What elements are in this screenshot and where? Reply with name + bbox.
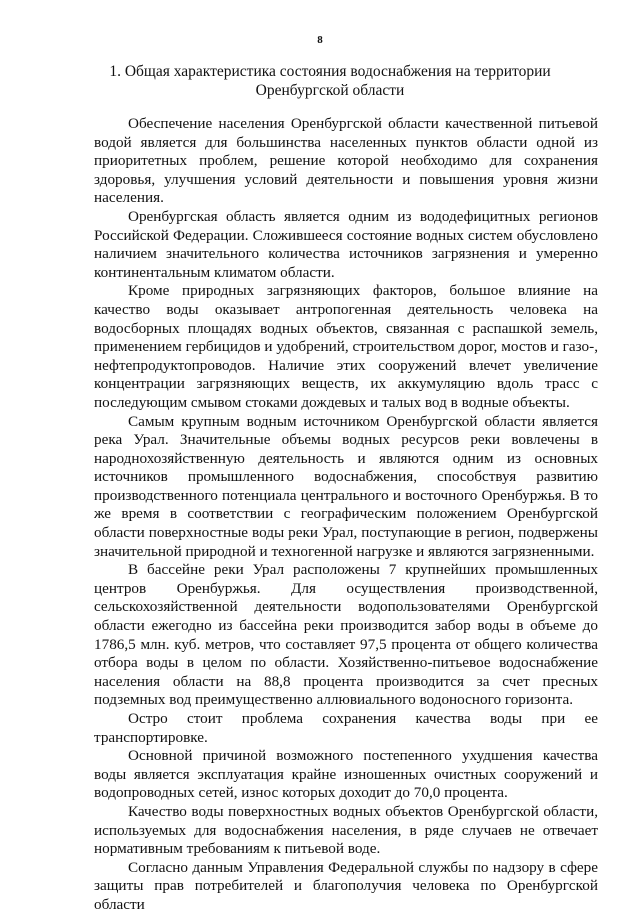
paragraph: Согласно данным Управления Федеральной службы по надзору в сфере защиты прав потребителей и благополучия человека по Оренбургской области bbox=[94, 858, 598, 913]
section-heading: 1. Общая характеристика состояния водоснабжения на территории Оренбургской области bbox=[109, 63, 551, 99]
paragraph: В бассейне реки Урал расположены 7 крупнейших промышленных центров Оренбуржья. Для осуществления производственной, сельскохозяйственной деятельности водопользователями Оренбургской области ежегодно из бассейна реки производится забор воды в объеме до 1786,5 млн. куб. метров, что составляет 97,5 процента от общего количества отбора воды в целом по области. Хозяйственно-питьевое водоснабжение населения области на 88,8 процента производится за счет пресных подземных вод преимущественно аллювиального водоносного горизонта. bbox=[94, 561, 598, 709]
paragraph: Обеспечение населения Оренбургской области качественной питьевой водой является для большинства населенных пунктов области одной из приоритетных проблем, решение которой необходимо для сохранения здоровья, улучшения условий деятельности и повышения уровня жизни населения. bbox=[94, 115, 598, 207]
paragraph: Самым крупным водным источником Оренбургской области является река Урал. Значительные объемы водных ресурсов реки вовлечены в народнохозяйственную деятельность и являются одним из основных источников промышленного водоснабжения, способствуя развитию производственного потенциала центрального и восточного Оренбуржья. В то же время в соответствии с географическим положением Оренбургской области поверхностные воды реки Урал, поступающие в регион, подвержены значительной природной и техногенной нагрузке и являются загрязненными. bbox=[94, 412, 598, 560]
paragraph: Качество воды поверхностных водных объектов Оренбургской области, используемых для водоснабжения населения, в ряде случаев не отвечает нормативным требованиям к питьевой воде. bbox=[94, 802, 598, 858]
paragraph: Основной причиной возможного постепенного ухудшения качества воды является эксплуатация крайне изношенных очистных сооружений и водопроводных сетей, износ которых доходит до 70,0 процента. bbox=[94, 747, 598, 802]
body-text bbox=[94, 115, 598, 915]
paragraph: Остро стоит проблема сохранения качества воды при ее транспортировке. bbox=[94, 710, 598, 746]
page-number: 8 bbox=[317, 34, 323, 46]
paragraph: Кроме природных загрязняющих факторов, большое влияние на качество воды оказывает антропогенная деятельность человека на водосборных площадях водных объектов, связанная с распашкой земель, применением гербицидов и удобрений, строительством дорог, мостов и газо-, нефтепродуктопроводов. Наличие этих сооружений влечет увеличение концентрации загрязняющих веществ, их аккумуляцию вдоль трасс с последующим смывом стоками дождевых и талых вод в водные объекты. bbox=[94, 282, 598, 411]
paragraph: Оренбургская область является одним из вододефицитных регионов Российской Федерации. Сложившееся состояние водных систем обусловлено наличием значительного количества источников загрязнения и умеренно континентальным климатом области. bbox=[94, 207, 598, 281]
